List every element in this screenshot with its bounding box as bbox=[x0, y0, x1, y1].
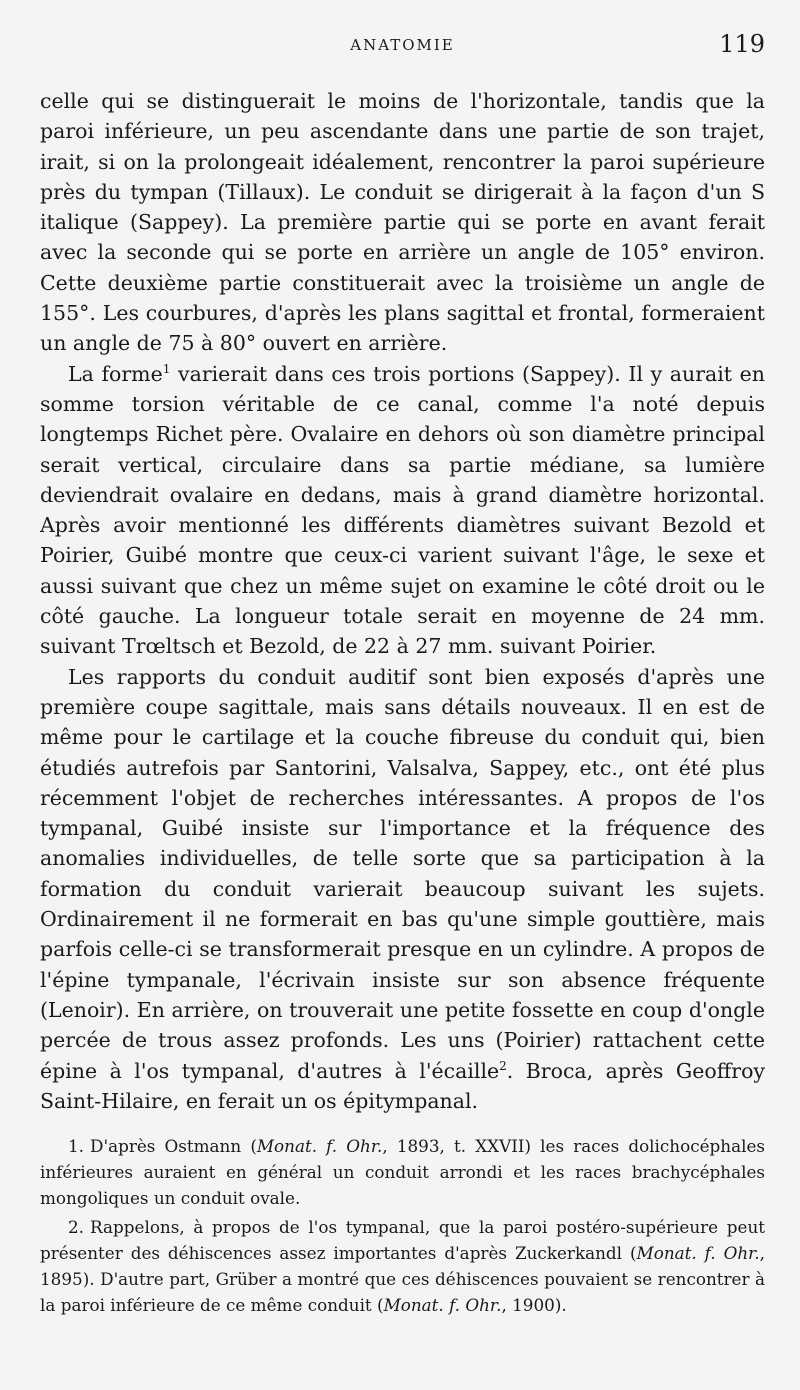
paragraph bbox=[40, 359, 765, 662]
text-run: La forme bbox=[68, 361, 163, 386]
italic-citation: Monat. f. Ohr. bbox=[383, 1294, 502, 1315]
text-run: varierait dans ces trois portions (Sappey). Il y aurait en somme torsion véritable de ce canal, comme l'a noté depuis longtemps Richet père. Ovalaire en dehors où son diamètre principal serait vertical, circulaire dans sa partie médiane, sa lumière deviendrait ovalaire en dedans, mais à grand diamètre horizontal. Après avoir mentionné les différents diamètres suivant Bezold et Poirier, Guibé montre que ceux-ci varient suivant l'âge, le sexe et aussi suivant que chez un même sujet on examine le côté droit ou le côté gauche. La longueur totale serait en moyenne de 24 mm. suivant Trœltsch et Bezold, de 22 à 27 mm. suivant Poirier. bbox=[40, 361, 765, 659]
page-number: 119 bbox=[719, 30, 765, 58]
text-run: . Broca, après Geoffroy Saint-Hilaire, en ferait un os épitympanal. bbox=[40, 1058, 765, 1113]
text-run: , 1900). bbox=[501, 1294, 567, 1315]
footnote-number: 1. bbox=[68, 1136, 85, 1157]
footnote bbox=[40, 1134, 765, 1211]
body-text bbox=[40, 86, 765, 1116]
text-run: Les rapports du conduit auditif sont bien exposés d'après une première coupe sagittale, mais sans détails nouveaux. Il en est de même pour le cartilage et la couche fibreuse du conduit qui, bien étudiés autrefois par Santorini, Valsalva, Sappey, etc., ont été plus récemment l'objet de recherches intéressantes. A propos de l'os tympanal, Guibé insiste sur l'importance et la fréquence des anomalies individuelles, de telle sorte que sa participation à la formation du conduit varierait beaucoup suivant les sujets. Ordinairement il ne formerait en bas qu'une simple gouttière, mais parfois celle-ci se transformerait presque en un cylindre. A propos de l'épine tympanale, l'écrivain insiste sur son absence fréquente (Lenoir). En arrière, on trouverait une petite fossette en coup d'ongle percée de trous assez profonds. Les uns (Poirier) rattachent cette épine à l'os tympanal, d'autres à l'écaille bbox=[40, 664, 765, 1083]
text-run: , 1893, t. XXVII) les races dolichocéphales inférieures auraient en général un conduit arrondi et les races brachycéphales mongoliques un conduit ovale. bbox=[40, 1136, 766, 1208]
page-header bbox=[40, 30, 765, 70]
text-run: , 1895). D'autre part, Grüber a montré que ces déhiscences pouvaient se rencontrer à la paroi inférieure de ce même conduit ( bbox=[40, 1243, 765, 1315]
footnotes bbox=[40, 1134, 765, 1319]
paragraph bbox=[40, 662, 765, 1116]
footnote-number: 2. bbox=[68, 1217, 85, 1238]
footnote bbox=[40, 1215, 765, 1318]
book-page bbox=[40, 30, 765, 1323]
text-run: Rappelons, à propos de l'os tympanal, que la paroi postéro-supérieure peut présenter des déhiscences assez importantes d'après Zuckerkandl ( bbox=[40, 1217, 765, 1264]
text-run: D'après Ostmann ( bbox=[90, 1136, 257, 1157]
italic-citation: Monat. f. Ohr. bbox=[256, 1136, 383, 1157]
italic-citation: Monat. f. Ohr. bbox=[636, 1243, 760, 1264]
footnote-ref: 2 bbox=[499, 1058, 507, 1073]
running-title: ANATOMIE bbox=[350, 36, 455, 54]
text-run: celle qui se distinguerait le moins de l'horizontale, tandis que la paroi inférieure, un peu ascendante dans une partie de son trajet, irait, si on la prolongeait idéalement, rencontrer la paroi supérieure près du tympan (Tillaux). Le conduit se dirigerait à la façon d'un S italique (Sappey). La première partie qui se porte en avant ferait avec la seconde qui se porte en arrière un angle de 105° environ. Cette deuxième partie constituerait avec la troisième un angle de 155°. Les courbures, d'après les plans sagittal et frontal, formeraient un angle de 75 à 80° ouvert en arrière. bbox=[40, 89, 765, 356]
footnote-ref: 1 bbox=[162, 361, 171, 376]
paragraph bbox=[40, 86, 765, 359]
